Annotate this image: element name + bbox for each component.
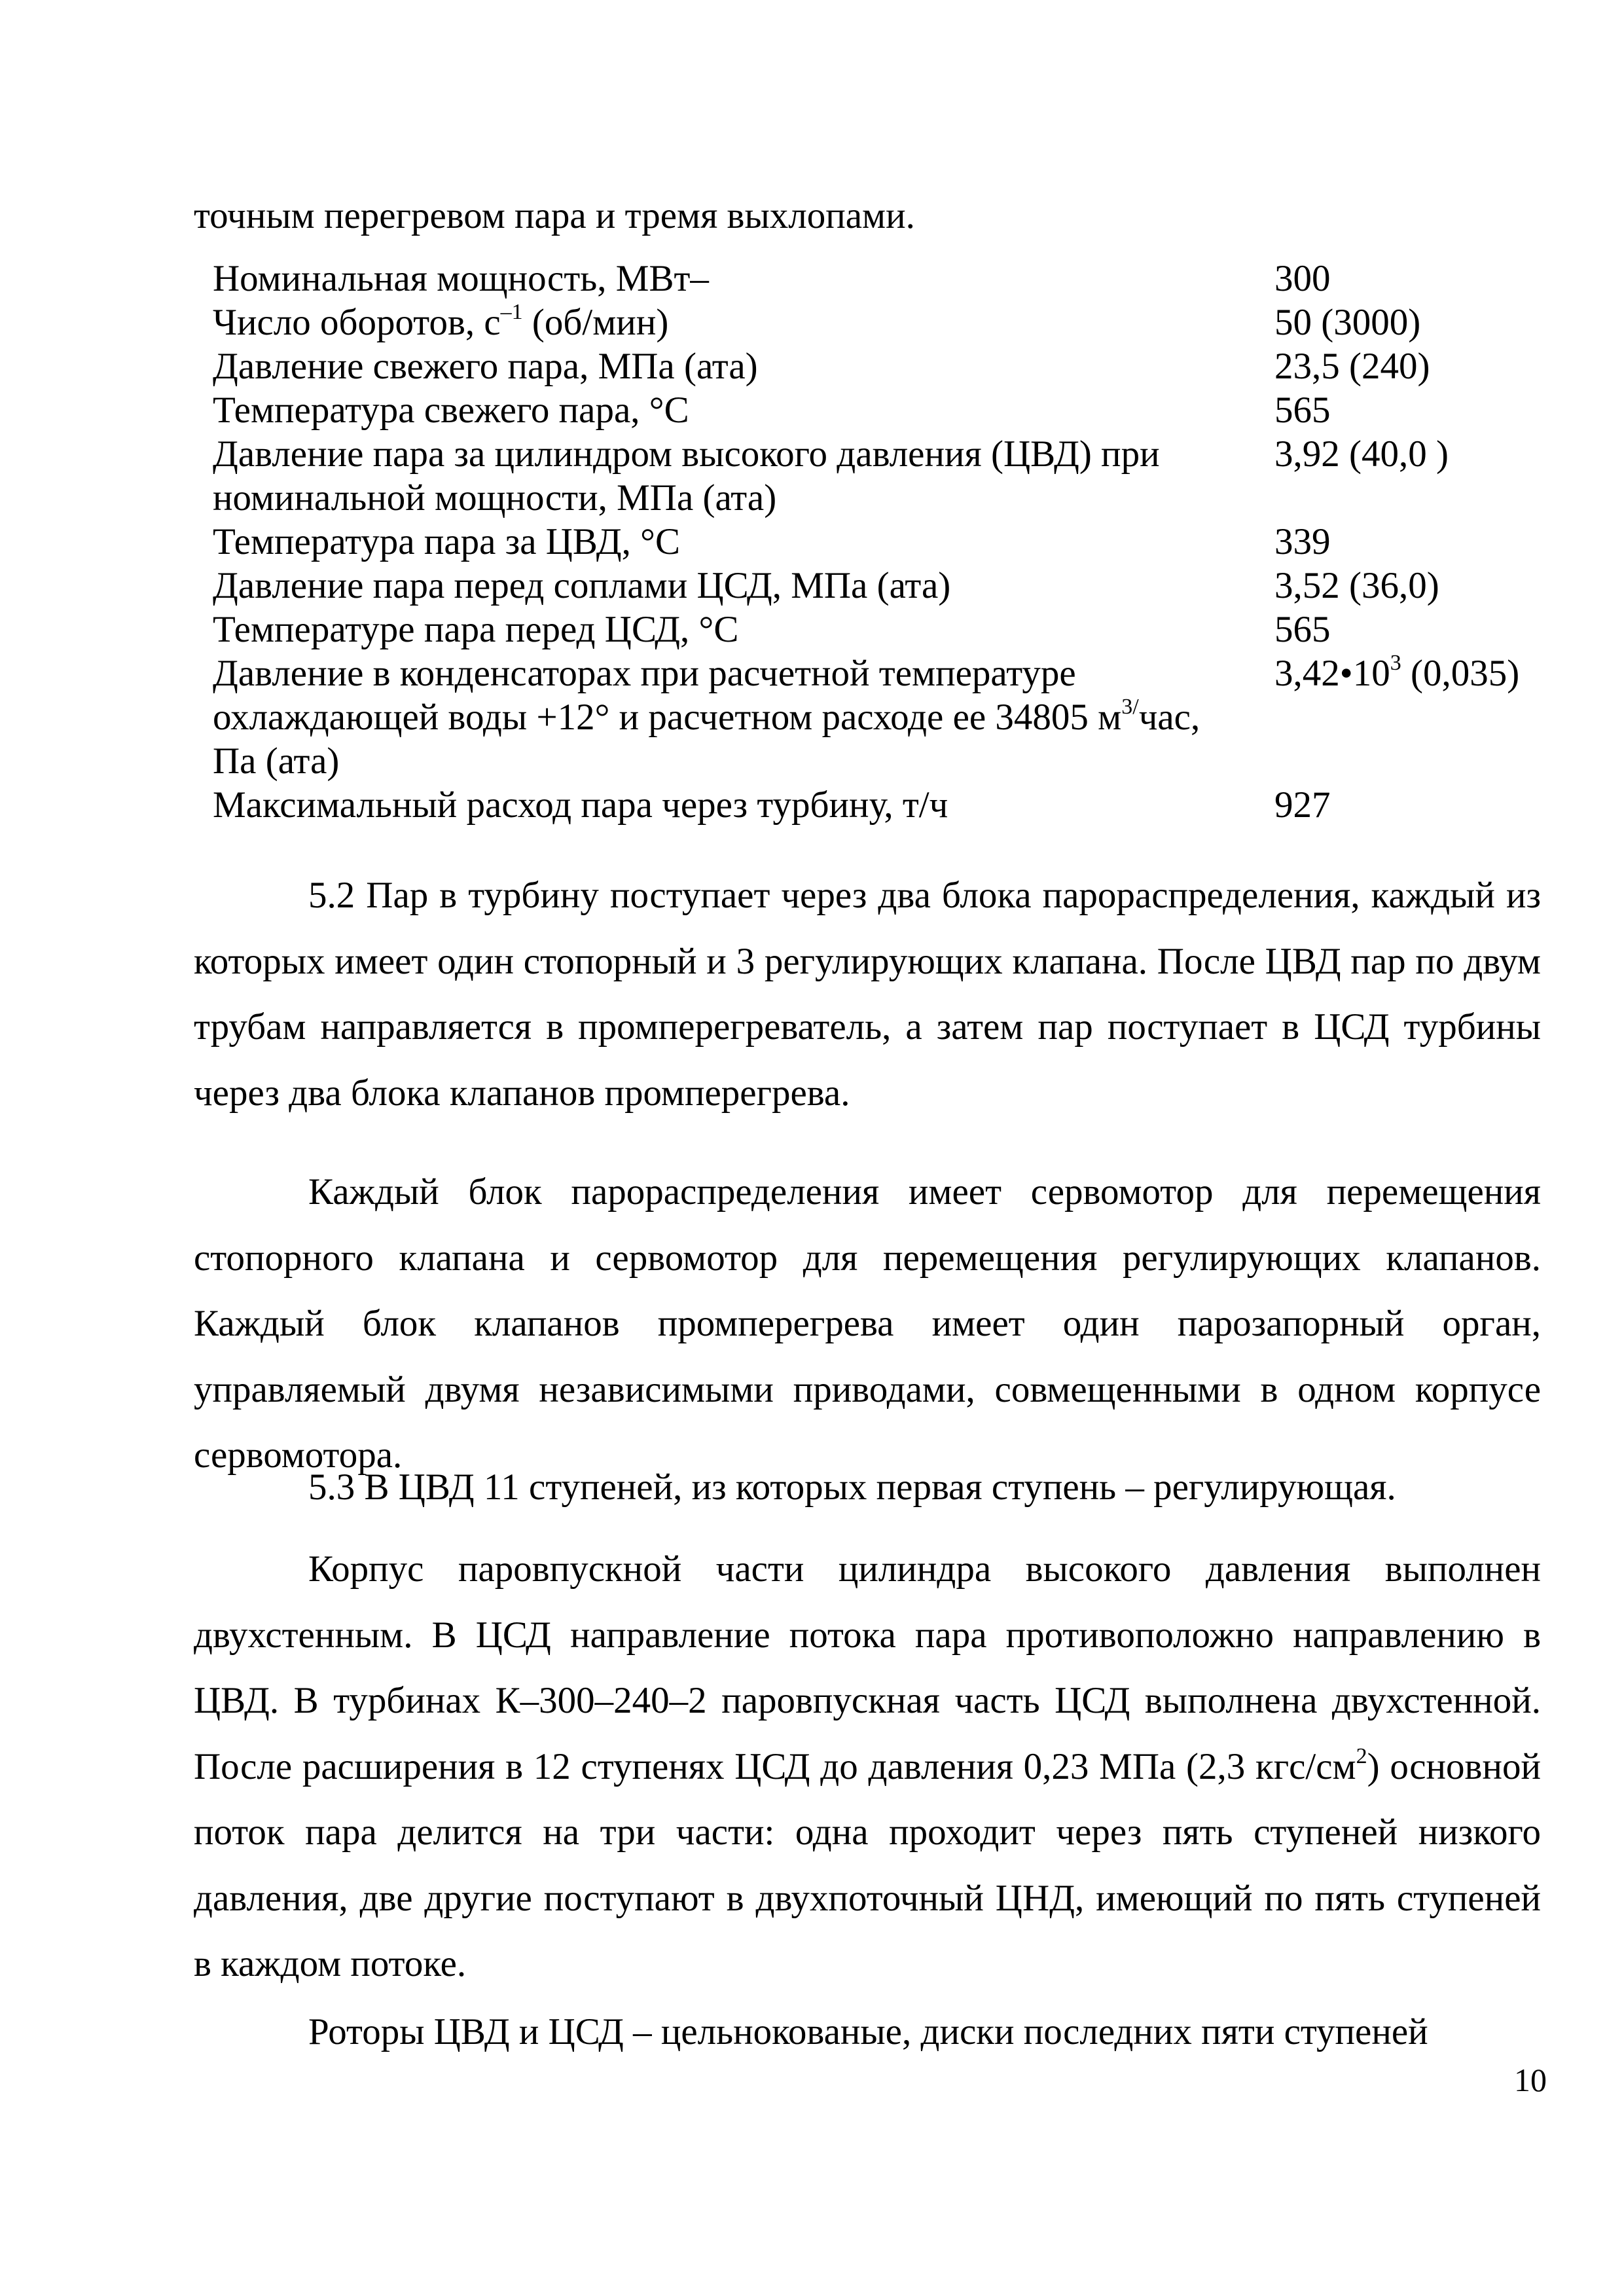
- spec-label: Давление пара за цилиндром высокого давления (ЦВД) при номинальной мощности, МПа (ата): [213, 433, 1160, 519]
- spec-table: [213, 257, 1555, 827]
- spec-row: [213, 257, 1555, 301]
- paragraph-5-2: 5.2 Пар в турбину поступает через два блока парораспределения, каждый из которых имеет один стопорный и 3 регулирующих клапана. После ЦВД пар по двум трубам направляется в промперегреватель, а затем пар поступает в ЦСД турбины через два блока клапанов промперегрева.: [194, 875, 1541, 1114]
- spec-row: [213, 301, 1555, 344]
- page-number: 10: [1514, 2062, 1547, 2098]
- spec-value: 3,92 (40,0 ): [1274, 433, 1449, 475]
- spec-row: [213, 520, 1555, 564]
- intro-line: точным перегревом пара и тремя выхлопами.: [194, 195, 915, 236]
- spec-row: [213, 432, 1555, 520]
- spec-value: 3,52 (36,0): [1274, 565, 1439, 606]
- spec-value: 565: [1274, 390, 1331, 431]
- spec-value: 50 (3000): [1274, 302, 1421, 343]
- spec-label: Температура пара за ЦВД, °С: [213, 521, 680, 562]
- spec-row: [213, 783, 1555, 827]
- spec-label: Давление свежего пара, МПа (ата): [213, 346, 758, 387]
- spec-label: Температуре пара перед ЦСД, °С: [213, 609, 739, 650]
- spec-label: Максимальный расход пара через турбину, т/ч: [213, 784, 948, 826]
- spec-label: Температура свежего пара, °С: [213, 390, 689, 431]
- spec-value: 927: [1274, 784, 1331, 826]
- paragraph-servomotors: Каждый блок парораспределения имеет сервомотор для перемещения стопорного клапана и сервомотор для перемещения регулирующих клапанов. Каждый блок клапанов промперегрева имеет один парозапорный орган, управляемый двумя независимыми приводами, совмещенными в одном корпусе сервомотора.: [194, 1171, 1541, 1476]
- spec-value: 565: [1274, 609, 1331, 650]
- spec-value: 300: [1274, 258, 1331, 299]
- spec-row: [213, 651, 1555, 783]
- spec-row: [213, 388, 1555, 432]
- spec-row: [213, 608, 1555, 651]
- spec-label: Давление в конденсаторах при расчетной температуре охлаждающей воды +12° и расчетном расходе ее 34805 $м^{3/}час$, Па (ата): [213, 653, 1200, 782]
- spec-label: Давление пара перед соплами ЦСД, МПа (ата): [213, 565, 951, 606]
- spec-label: Число оборотов, $с^{-1}$ (об/мин): [213, 300, 669, 343]
- spec-value: 23,5 (240): [1274, 346, 1430, 387]
- spec-value: 339: [1274, 521, 1331, 562]
- spec-row: [213, 344, 1555, 388]
- paragraph-rotors: Роторы ЦВД и ЦСД – цельнокованые, диски последних пяти ступеней: [308, 2011, 1428, 2052]
- spec-label: Номинальная мощность, МВт–: [213, 258, 709, 299]
- paragraph-casing: Корпус паровпускной части цилиндра высокого давления выполнен двухстенным. В ЦСД направление потока пара противоположно направлению в ЦВД. В турбинах К–300–240–2 паровпускная часть ЦСД выполнена двухстенной. После расширения в 12 ступенях ЦСД до давления 0,23 МПа (2,3 кгс/$см^2$) основной поток пара делится на три части: одна проходит через пять ступеней низкого давления, две другие поступают в двухпоточный ЦНД, имеющий по пять ступеней в каждом потоке.: [194, 1548, 1541, 1984]
- spec-row: [213, 564, 1555, 608]
- spec-value: $3,42•10^3$ (0,035): [1274, 651, 1520, 694]
- paragraph-5-3: 5.3 В ЦВД 11 ступеней, из которых первая ступень – регулирующая.: [308, 1467, 1396, 1508]
